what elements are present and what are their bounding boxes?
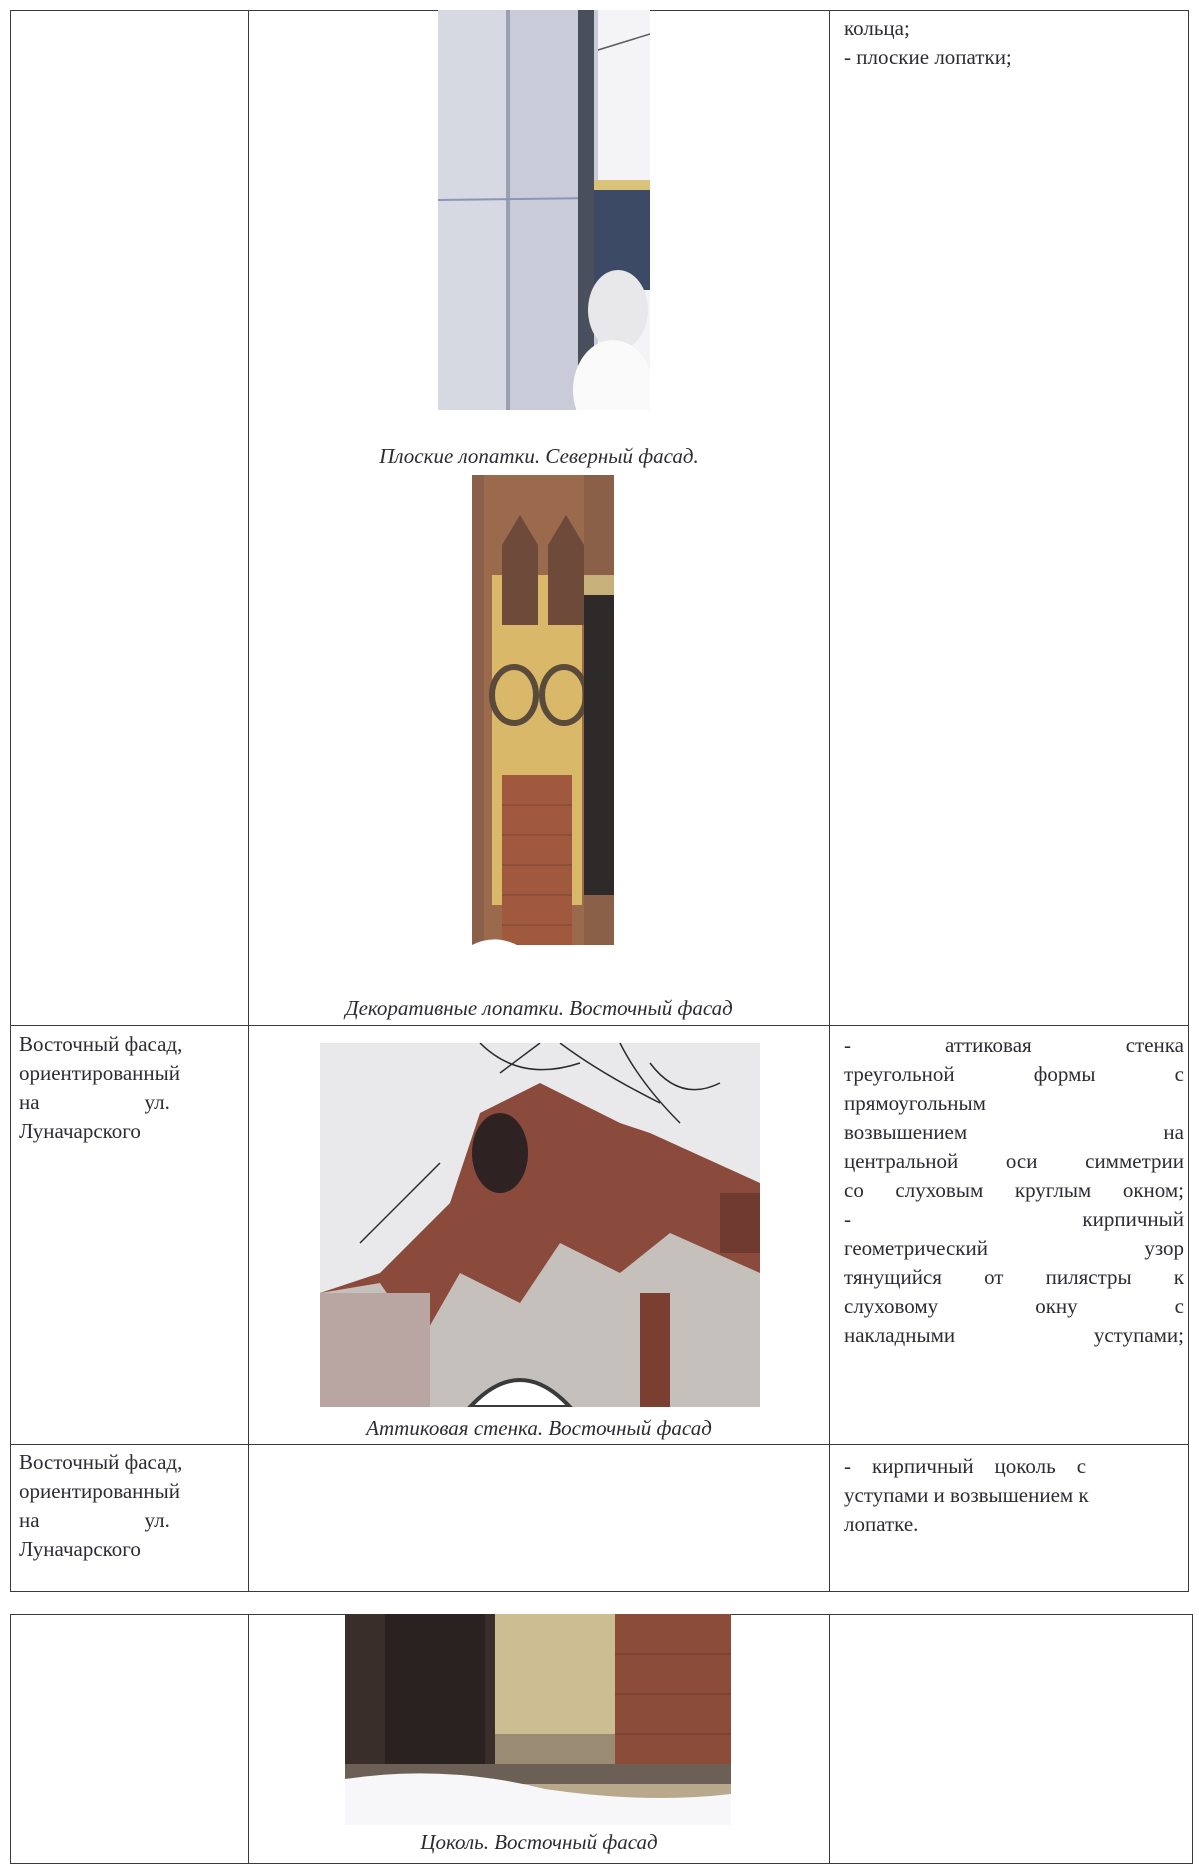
row3-left-text <box>19 1448 235 1564</box>
text-line: - аттиковая стенка <box>844 1033 1184 1057</box>
text-line: на ул. <box>19 1090 170 1114</box>
table1-row1-right-cell <box>829 10 1189 1026</box>
table1-row1-left-cell <box>10 10 249 1026</box>
table2-left-cell <box>10 1614 249 1864</box>
text-line: слуховому окну с <box>844 1294 1184 1318</box>
text-line: со слуховым круглым окном; <box>844 1178 1184 1202</box>
row2-right-text <box>844 1031 1184 1350</box>
text-line: центральной оси симметрии <box>844 1149 1184 1173</box>
text-line: геометрический узор <box>844 1236 1184 1260</box>
caption-plinth: Цоколь. Восточный фасад <box>420 1830 658 1854</box>
text-line: на ул. <box>19 1508 170 1532</box>
text-line: кольца; <box>844 16 910 40</box>
row1-right-text <box>844 14 1174 72</box>
photo-flat-pilasters <box>438 10 650 434</box>
text-line: Луначарского <box>19 1119 141 1143</box>
photo-attic-wall <box>320 1043 760 1407</box>
text-line: Восточный фасад, <box>19 1450 183 1474</box>
table2-right-cell <box>829 1614 1193 1864</box>
text-line: - кирпичный <box>844 1207 1184 1231</box>
text-line: лопатке. <box>844 1512 919 1536</box>
text-line: - плоские лопатки; <box>844 45 1012 69</box>
text-line: тянущийся от пилястры к <box>844 1265 1184 1289</box>
photo-decorative-pilasters <box>472 475 614 985</box>
caption-decorative-pilasters: Декоративные лопатки. Восточный фасад <box>345 996 733 1020</box>
text-line: уступами и возвышением к <box>844 1483 1089 1507</box>
text-line: ориентированный <box>19 1479 180 1503</box>
caption-flat-pilasters: Плоские лопатки. Северный фасад. <box>379 444 699 468</box>
text-line: возвышением на <box>844 1120 1184 1144</box>
row2-left-text <box>19 1030 235 1146</box>
row3-right-text <box>844 1452 1184 1539</box>
table1-row3-middle-cell <box>248 1444 830 1592</box>
text-line: Луначарского <box>19 1537 141 1561</box>
text-line: ориентированный <box>19 1061 180 1085</box>
photo-plinth <box>345 1614 731 1825</box>
text-line: треугольной формы с <box>844 1062 1184 1086</box>
text-line: Восточный фасад, <box>19 1032 183 1056</box>
text-line: накладными уступами; <box>844 1323 1184 1347</box>
text-line: прямоугольным <box>844 1091 986 1115</box>
text-line: - кирпичный цоколь с <box>844 1454 1087 1478</box>
caption-attic-wall: Аттиковая стенка. Восточный фасад <box>366 1416 712 1440</box>
